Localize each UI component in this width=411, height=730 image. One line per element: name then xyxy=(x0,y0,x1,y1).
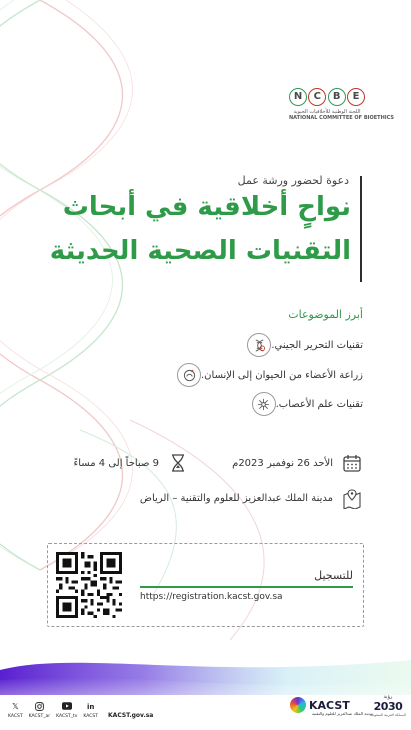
social-label: KACST xyxy=(8,714,23,719)
social-x[interactable] xyxy=(8,702,23,719)
logo-letter-e: E xyxy=(347,88,365,106)
invite-text: دعوة لحضور ورشة عمل xyxy=(237,174,349,187)
topic-item xyxy=(169,363,363,387)
event-date xyxy=(232,452,363,474)
social-label: KACST xyxy=(83,714,99,719)
kacst-emblem-icon xyxy=(290,697,306,713)
social-label: KACST_ar xyxy=(28,714,51,719)
x-icon: 𝕏 xyxy=(12,702,19,711)
title-accent-line xyxy=(360,176,362,282)
registration-label: للتسجيل xyxy=(314,569,353,582)
registration-link[interactable]: https://registration.kacst.gov.sa xyxy=(140,592,283,602)
logo-letter-b: B xyxy=(328,88,346,106)
logo-letter-c: C xyxy=(308,88,326,106)
title-line-1: نواحٍ أخلاقية في أبحاث xyxy=(62,192,351,222)
registration-qr-code[interactable] xyxy=(56,552,122,618)
logo-arabic-name: اللجنة الوطنية للأخلاقيات الحيوية xyxy=(293,109,361,115)
title-line-2: التقنيات الصحية الحديثة xyxy=(49,236,351,266)
social-label: KACST_tv xyxy=(56,714,78,719)
youtube-icon xyxy=(62,702,72,712)
dna-icon xyxy=(247,333,271,357)
social-youtube[interactable] xyxy=(56,702,77,719)
ncbe-logo xyxy=(289,88,394,121)
social-linkedin[interactable] xyxy=(83,702,98,719)
map-pin-icon xyxy=(341,487,363,509)
logo-letter-n: N xyxy=(289,88,307,106)
calendar-icon xyxy=(341,452,363,474)
vision-year: 2030 xyxy=(373,700,403,713)
topics-heading: أبرز الموضوعات xyxy=(288,308,363,321)
logo-english-name: NATIONAL COMMITTEE OF BIOETHICS xyxy=(289,115,394,121)
kacst-arabic-name: مدينة الملك عبدالعزيز للعلوم والتقنية xyxy=(312,711,374,716)
organ-transplant-icon xyxy=(177,363,201,387)
event-location-text: مدينة الملك عبدالعزيز للعلوم والتقنية – الرياض xyxy=(139,492,333,504)
topic-label: تقنيات علم الأعصاب. xyxy=(275,398,363,410)
event-location xyxy=(140,487,363,509)
event-time xyxy=(74,452,189,474)
social-instagram[interactable] xyxy=(29,702,50,719)
vision-caption: المملكة العربية السعودية xyxy=(370,713,406,717)
topic-label: تقنيات التحرير الجيني. xyxy=(271,339,363,351)
topic-item xyxy=(239,333,363,357)
vision-label: رؤية xyxy=(383,694,393,700)
event-time-text: 9 صباحاً إلى 4 مساءً xyxy=(73,457,159,469)
website-link[interactable]: KACST.gov.sa xyxy=(108,712,154,719)
event-date-text: الأحد 26 نوفمبر 2023م xyxy=(232,457,333,469)
vision-2030-logo xyxy=(370,694,406,717)
neuron-icon xyxy=(252,392,276,416)
hourglass-icon xyxy=(167,452,189,474)
instagram-icon xyxy=(35,702,44,712)
kacst-name: KACST xyxy=(309,698,350,712)
registration-box xyxy=(47,543,364,627)
registration-divider xyxy=(140,586,353,588)
linkedin-icon: in xyxy=(87,703,95,711)
topic-item xyxy=(244,392,363,416)
social-links xyxy=(8,702,153,719)
topic-label: زراعة الأعضاء من الحيوان إلى الإنسان. xyxy=(201,369,363,381)
